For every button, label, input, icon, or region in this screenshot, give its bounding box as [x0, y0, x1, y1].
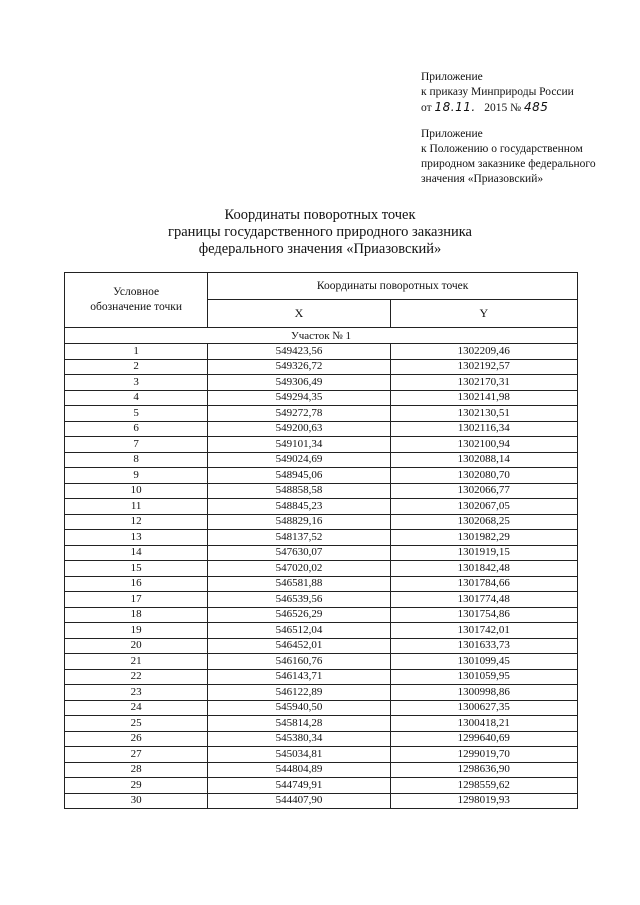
table-body: [65, 328, 578, 809]
table-row: [65, 623, 578, 639]
coordinates-table: [64, 272, 578, 809]
header-y: Y: [390, 300, 577, 328]
appendix-handwritten-number: 485: [524, 100, 549, 114]
point-number-cell: 5: [65, 406, 208, 422]
y-coordinate-cell: 1300627,35: [390, 700, 577, 716]
x-coordinate-cell: 548829,16: [208, 514, 390, 530]
table-row: [65, 406, 578, 422]
x-coordinate-cell: 547630,07: [208, 545, 390, 561]
y-coordinate-cell: 1301754,86: [390, 607, 577, 623]
y-coordinate-cell: 1298019,93: [390, 793, 577, 809]
x-coordinate-cell: 544804,89: [208, 762, 390, 778]
x-coordinate-cell: 546539,56: [208, 592, 390, 608]
point-number-cell: 28: [65, 762, 208, 778]
table-row: [65, 592, 578, 608]
table-row: [65, 499, 578, 515]
x-coordinate-cell: 549306,49: [208, 375, 390, 391]
y-coordinate-cell: 1299640,69: [390, 731, 577, 747]
point-number-cell: 19: [65, 623, 208, 639]
x-coordinate-cell: 549326,72: [208, 359, 390, 375]
y-coordinate-cell: 1301784,66: [390, 576, 577, 592]
x-coordinate-cell: 545380,34: [208, 731, 390, 747]
x-coordinate-cell: 544749,91: [208, 778, 390, 794]
y-coordinate-cell: 1301982,29: [390, 530, 577, 546]
y-coordinate-cell: 1301099,45: [390, 654, 577, 670]
point-number-cell: 21: [65, 654, 208, 670]
point-number-cell: 30: [65, 793, 208, 809]
table-row: [65, 514, 578, 530]
y-coordinate-cell: 1302209,46: [390, 344, 577, 360]
table-row: [65, 359, 578, 375]
y-coordinate-cell: 1300418,21: [390, 716, 577, 732]
x-coordinate-cell: 549272,78: [208, 406, 390, 422]
header-x: X: [208, 300, 390, 328]
x-coordinate-cell: 549423,56: [208, 344, 390, 360]
table-row: [65, 654, 578, 670]
title-line-3: федерального значения «Приазовский»: [198, 241, 442, 257]
point-number-cell: 13: [65, 530, 208, 546]
x-coordinate-cell: 546512,04: [208, 623, 390, 639]
y-coordinate-cell: 1302170,31: [390, 375, 577, 391]
table-row: [65, 793, 578, 809]
table-row: [65, 483, 578, 499]
point-number-cell: 10: [65, 483, 208, 499]
y-coordinate-cell: 1302116,34: [390, 421, 577, 437]
y-coordinate-cell: 1302100,94: [390, 437, 577, 453]
document-title: [0, 207, 640, 258]
table-row: [65, 530, 578, 546]
appendix-title: Приложение: [421, 71, 483, 83]
y-coordinate-cell: 1302141,98: [390, 390, 577, 406]
x-coordinate-cell: 546452,01: [208, 638, 390, 654]
point-number-cell: 2: [65, 359, 208, 375]
x-coordinate-cell: 546143,71: [208, 669, 390, 685]
appendix-order-ref: к приказу Минприроды России: [421, 86, 574, 98]
appendix2-line3: природном заказнике федерального: [421, 158, 596, 170]
y-coordinate-cell: 1298559,62: [390, 778, 577, 794]
point-number-cell: 26: [65, 731, 208, 747]
table-row: [65, 452, 578, 468]
title-line-1: Координаты поворотных точек: [224, 207, 416, 223]
point-number-cell: 3: [65, 375, 208, 391]
appendix2-line4: значения «Приазовский»: [421, 173, 544, 185]
point-number-cell: 11: [65, 499, 208, 515]
x-coordinate-cell: 545814,28: [208, 716, 390, 732]
x-coordinate-cell: 546160,76: [208, 654, 390, 670]
table-row: [65, 375, 578, 391]
table-row: [65, 638, 578, 654]
y-coordinate-cell: 1301059,95: [390, 669, 577, 685]
y-coordinate-cell: 1301919,15: [390, 545, 577, 561]
point-number-cell: 23: [65, 685, 208, 701]
table-row: [65, 747, 578, 763]
header-point-designation: [65, 273, 208, 328]
y-coordinate-cell: 1302192,57: [390, 359, 577, 375]
x-coordinate-cell: 548945,06: [208, 468, 390, 484]
table-row: [65, 762, 578, 778]
y-coordinate-cell: 1302130,51: [390, 406, 577, 422]
point-number-cell: 17: [65, 592, 208, 608]
x-coordinate-cell: 549200,63: [208, 421, 390, 437]
point-number-cell: 8: [65, 452, 208, 468]
point-number-cell: 12: [65, 514, 208, 530]
point-number-cell: 24: [65, 700, 208, 716]
point-number-cell: 7: [65, 437, 208, 453]
appendix-date-prefix: от: [421, 102, 432, 114]
point-number-cell: 15: [65, 561, 208, 577]
y-coordinate-cell: 1300998,86: [390, 685, 577, 701]
appendix-regulation-header: [421, 127, 596, 187]
y-coordinate-cell: 1301742,01: [390, 623, 577, 639]
x-coordinate-cell: 547020,02: [208, 561, 390, 577]
table-row: [65, 669, 578, 685]
table-row: [65, 468, 578, 484]
title-line-2: границы государственного природного заказника: [168, 224, 472, 240]
y-coordinate-cell: 1302068,25: [390, 514, 577, 530]
point-number-cell: 4: [65, 390, 208, 406]
x-coordinate-cell: 545940,50: [208, 700, 390, 716]
point-number-cell: 25: [65, 716, 208, 732]
point-number-cell: 6: [65, 421, 208, 437]
x-coordinate-cell: 549294,35: [208, 390, 390, 406]
y-coordinate-cell: 1302080,70: [390, 468, 577, 484]
appendix-number-sign: №: [510, 102, 522, 114]
table-row: [65, 576, 578, 592]
table-row: [65, 700, 578, 716]
y-coordinate-cell: 1301633,73: [390, 638, 577, 654]
x-coordinate-cell: 549024,69: [208, 452, 390, 468]
point-number-cell: 9: [65, 468, 208, 484]
x-coordinate-cell: 544407,90: [208, 793, 390, 809]
x-coordinate-cell: 545034,81: [208, 747, 390, 763]
section-label: Участок № 1: [65, 328, 578, 344]
y-coordinate-cell: 1301774,48: [390, 592, 577, 608]
table-row: [65, 545, 578, 561]
table-row: [65, 561, 578, 577]
point-number-cell: 16: [65, 576, 208, 592]
table-row: [65, 421, 578, 437]
appendix-year: 2015: [484, 102, 508, 114]
point-number-cell: 1: [65, 344, 208, 360]
point-number-cell: 14: [65, 545, 208, 561]
x-coordinate-cell: 548137,52: [208, 530, 390, 546]
x-coordinate-cell: 546122,89: [208, 685, 390, 701]
header-point-line1: Условное: [113, 286, 160, 298]
x-coordinate-cell: 546581,88: [208, 576, 390, 592]
table-row: [65, 778, 578, 794]
y-coordinate-cell: 1302066,77: [390, 483, 577, 499]
point-number-cell: 27: [65, 747, 208, 763]
table-row: [65, 685, 578, 701]
x-coordinate-cell: 549101,34: [208, 437, 390, 453]
y-coordinate-cell: 1298636,90: [390, 762, 577, 778]
x-coordinate-cell: 548858,58: [208, 483, 390, 499]
table-row: [65, 731, 578, 747]
table-row: [65, 437, 578, 453]
y-coordinate-cell: 1302067,05: [390, 499, 577, 515]
table-row: [65, 390, 578, 406]
appendix2-line2: к Положению о государственном: [421, 143, 583, 155]
x-coordinate-cell: 546526,29: [208, 607, 390, 623]
appendix2-title: Приложение: [421, 128, 483, 140]
header-coordinates: Координаты поворотных точек: [208, 273, 578, 300]
table-row: [65, 716, 578, 732]
point-number-cell: 18: [65, 607, 208, 623]
appendix-order-date-line: [421, 100, 574, 116]
y-coordinate-cell: 1302088,14: [390, 452, 577, 468]
table-row: [65, 607, 578, 623]
y-coordinate-cell: 1299019,70: [390, 747, 577, 763]
header-point-line2: обозначение точки: [90, 301, 182, 313]
table-row: [65, 344, 578, 360]
appendix-header: [421, 70, 574, 116]
point-number-cell: 20: [65, 638, 208, 654]
x-coordinate-cell: 548845,23: [208, 499, 390, 515]
y-coordinate-cell: 1301842,48: [390, 561, 577, 577]
point-number-cell: 22: [65, 669, 208, 685]
point-number-cell: 29: [65, 778, 208, 794]
appendix-handwritten-date: 18.11.: [434, 100, 476, 114]
